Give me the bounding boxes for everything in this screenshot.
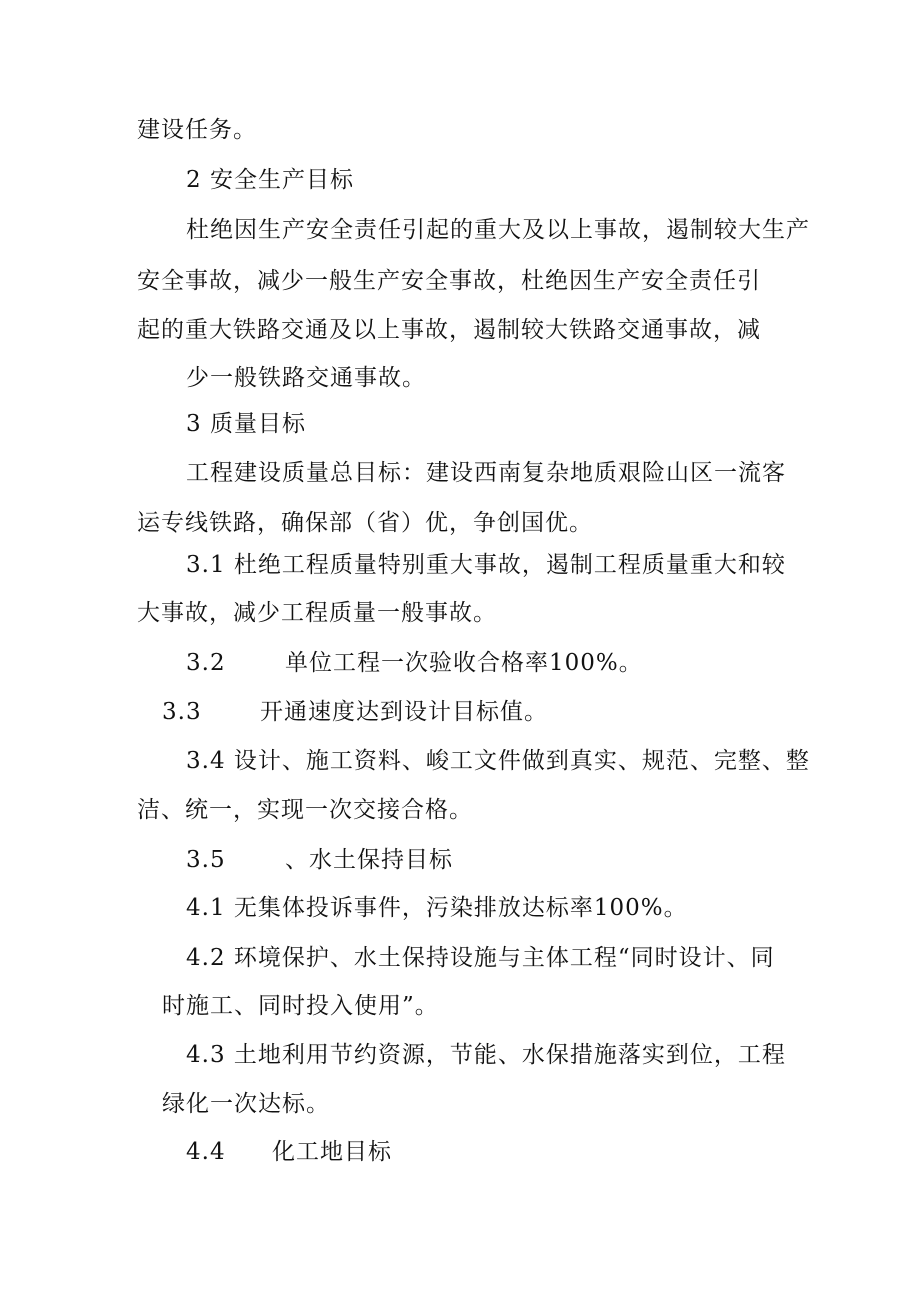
text-line-20: 4.1 无集体投诉事件，污染排放达标率100%。	[186, 895, 688, 921]
text-line-5: 起的重大铁路交通及以上事故，遏制较大铁路交通事故，减	[137, 317, 761, 343]
text-line-6: 少一般铁路交通事故。	[186, 365, 426, 391]
text-line-3: 杜绝因生产安全责任引起的重大及以上事故，遏制较大生产	[186, 217, 810, 243]
item-number-3-5: 3.5	[186, 847, 226, 873]
text-line-23: 4.3 土地利用节约资源，节能、水保措施落实到位，工程	[186, 1042, 786, 1068]
text-line-11: 大事故，减少工程质量一般事故。	[137, 600, 497, 626]
text-line-9: 运专线铁路，确保部（省）优，争创国优。	[137, 510, 593, 536]
text-line-22: 时施工、同时投入使用”。	[162, 993, 439, 1019]
item-text-3-3: 开通速度达到设计目标值。	[260, 699, 548, 725]
item-text-4-4: 化工地目标	[272, 1139, 392, 1165]
text-line-17: 洁、统一，实现一次交接合格。	[137, 797, 473, 823]
text-line-16: 3.4 设计、施工资料、峻工文件做到真实、规范、完整、整	[186, 748, 810, 774]
text-line-24: 绿化一次达标。	[162, 1091, 330, 1117]
item-number-4-4: 4.4	[186, 1139, 226, 1165]
text-line-4: 安全事故，减少一般生产安全事故，杜绝因生产安全责任引	[137, 268, 761, 294]
item-number-3-2: 3.2	[186, 650, 226, 676]
text-line-8: 工程建设质量总目标：建设西南复杂地质艰险山区一流客	[186, 460, 786, 486]
section-heading-safety: 2 安全生产目标	[186, 167, 354, 193]
item-text-3-5: 、水土保持目标	[285, 847, 453, 873]
text-line-21: 4.2 环境保护、水土保持设施与主体工程“同时设计、同	[186, 945, 775, 971]
text-line-10: 3.1 杜绝工程质量特别重大事故，遏制工程质量重大和较	[186, 552, 786, 578]
section-heading-quality: 3 质量目标	[186, 411, 306, 437]
item-text-3-2: 单位工程一次验收合格率100%。	[285, 650, 643, 676]
text-line-1: 建设任务。	[137, 117, 257, 143]
item-number-3-3: 3.3	[162, 699, 202, 725]
